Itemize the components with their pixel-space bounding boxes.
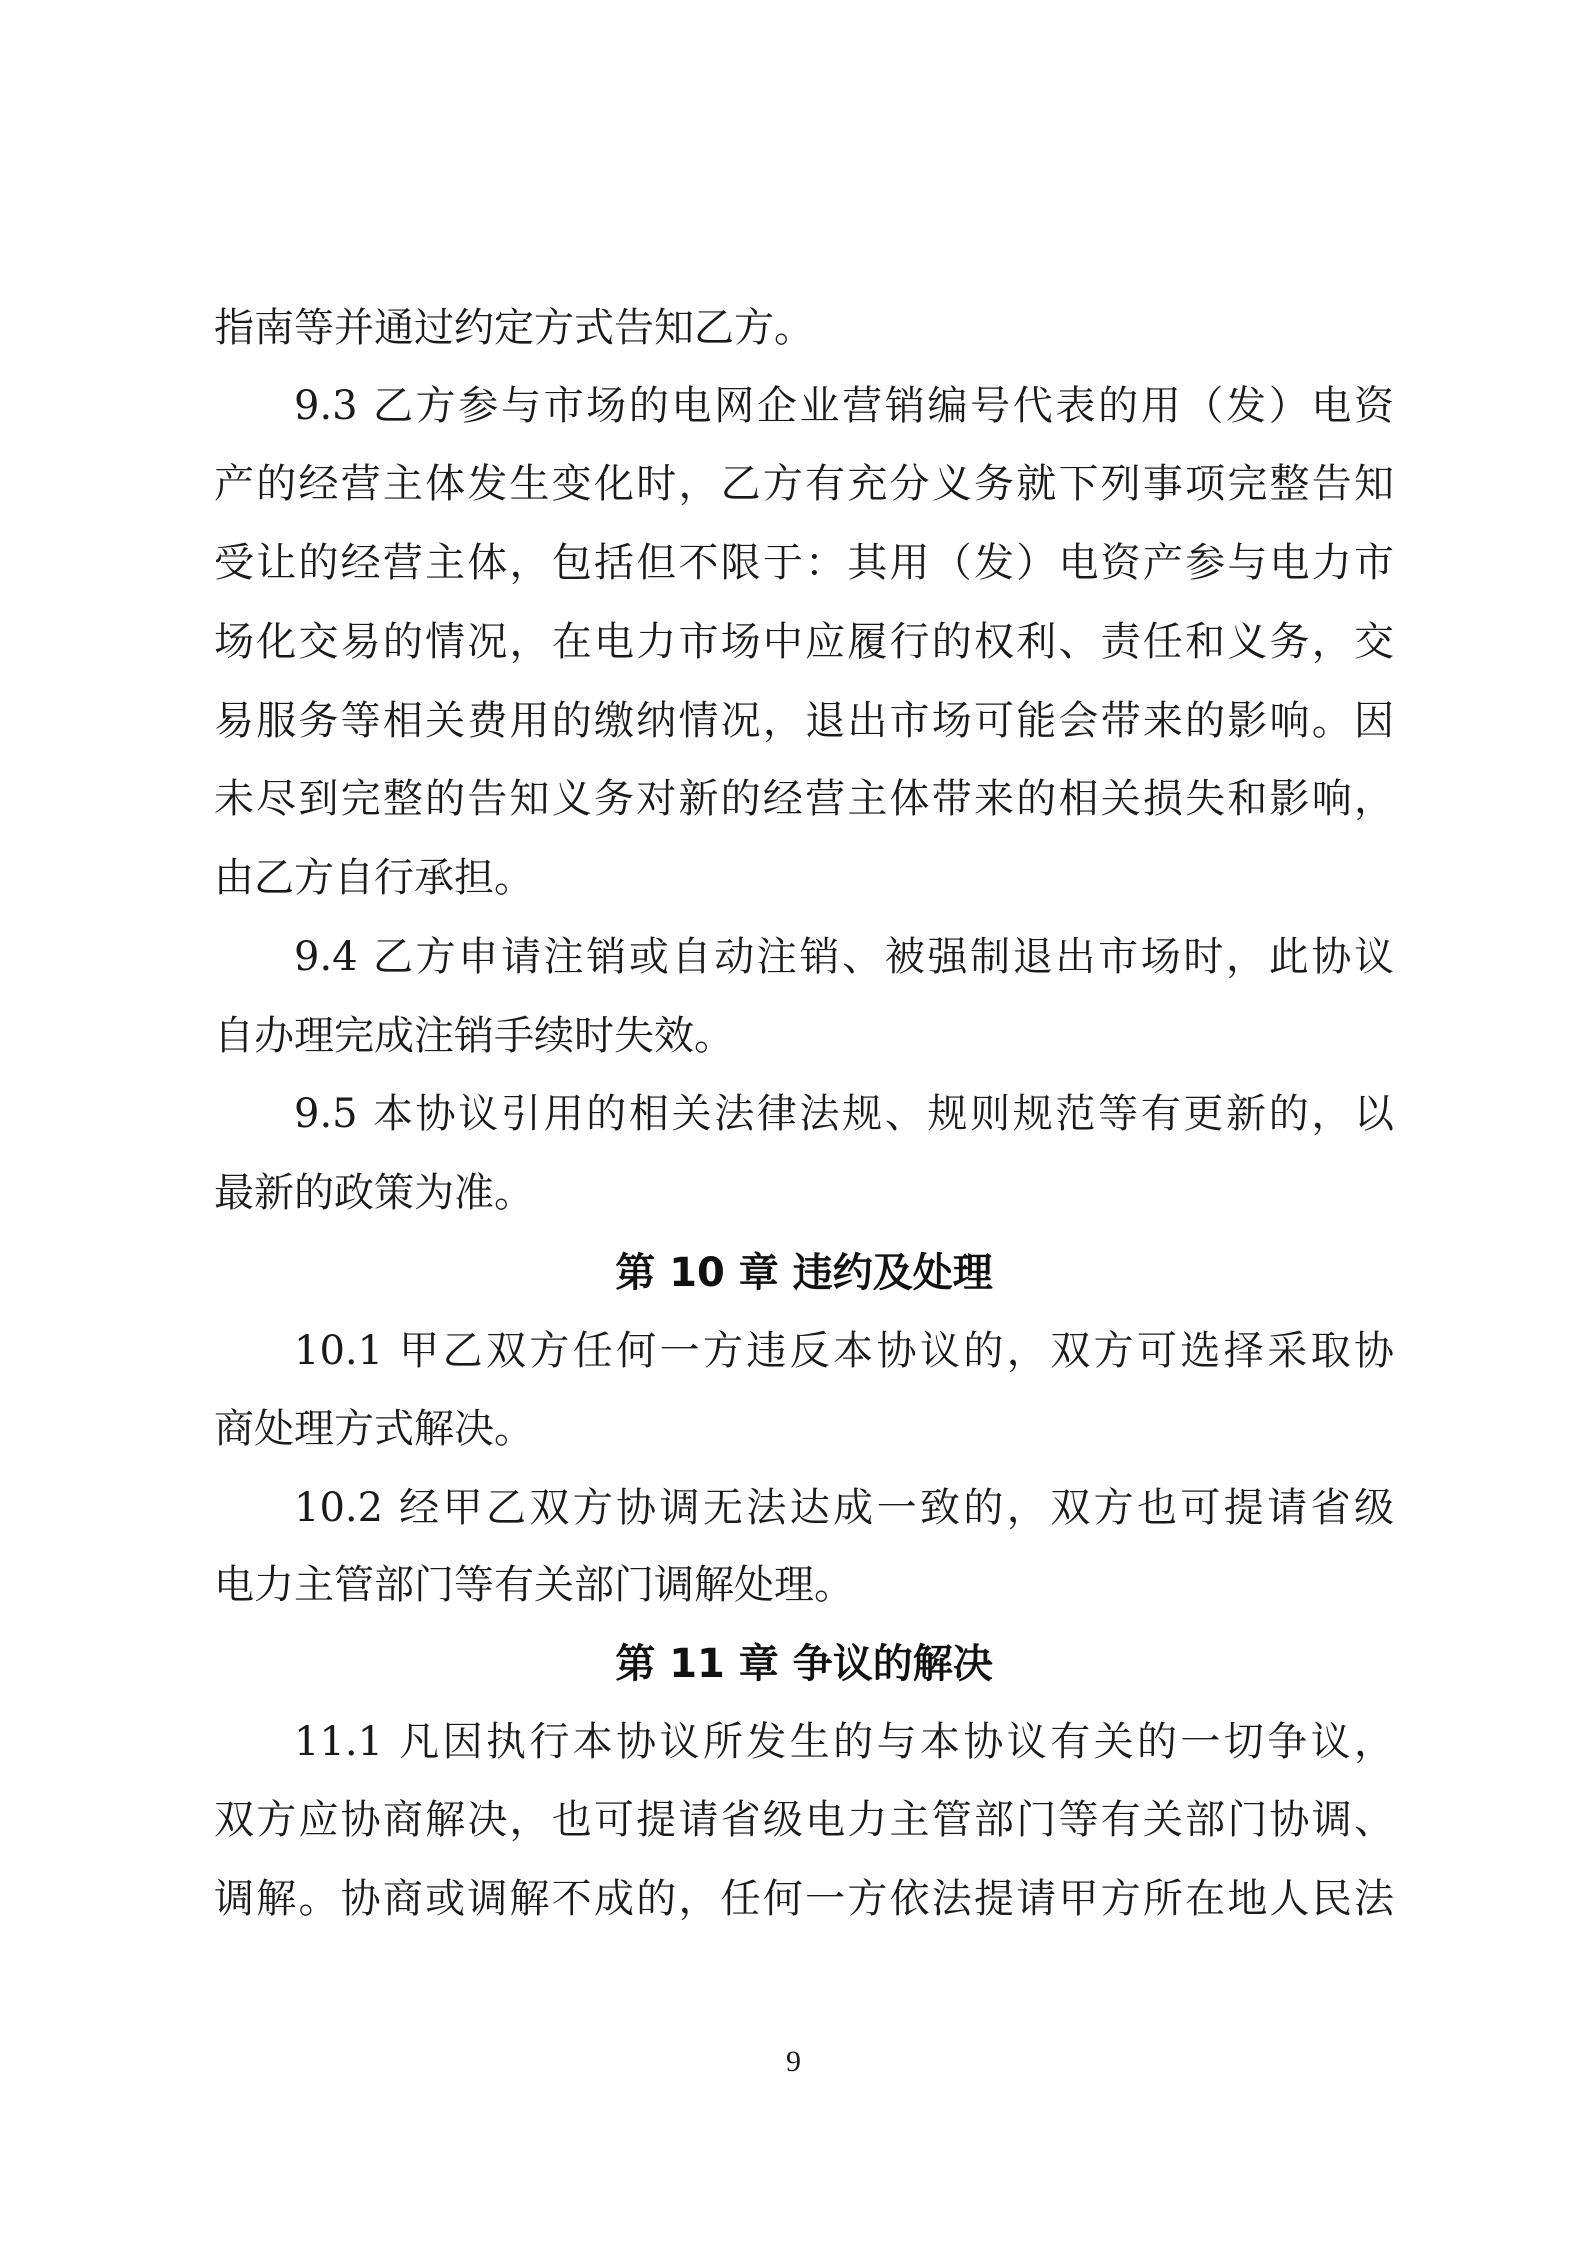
paragraph-line: 最新的政策为准。 [214, 1170, 534, 1216]
paragraph-line: 自办理完成注销手续时失效。 [214, 1013, 734, 1059]
clause-9-4-line: 9.4 乙方申请注销或自动注销、被强制退出市场时，此协议 [294, 934, 1394, 980]
clause-10-2-line: 10.2 经甲乙双方协调无法达成一致的，双方也可提请省级 [294, 1485, 1394, 1531]
chapter-11-heading: 第 11 章 争议的解决 [615, 1641, 993, 1687]
clause-9-5-line: 9.5 本协议引用的相关法律法规、规则规范等有更新的，以 [294, 1091, 1394, 1137]
clause-9-3-line: 9.3 乙方参与市场的电网企业营销编号代表的用（发）电资 [294, 383, 1394, 429]
paragraph-line: 电力主管部门等有关部门调解处理。 [214, 1562, 854, 1608]
clause-10-1-line: 10.1 甲乙双方任何一方违反本协议的，双方可选择采取协 [294, 1328, 1394, 1374]
paragraph-line: 由乙方自行承担。 [214, 855, 534, 901]
paragraph-line: 双方应协商解决，也可提请省级电力主管部门等有关部门协调、 [214, 1797, 1394, 1843]
page-number: 9 [786, 2045, 801, 2078]
clause-11-1-line: 11.1 凡因执行本协议所发生的与本协议有关的一切争议， [294, 1719, 1394, 1765]
paragraph-line: 受让的经营主体，包括但不限于：其用（发）电资产参与电力市 [214, 540, 1394, 586]
paragraph-line: 易服务等相关费用的缴纳情况，退出市场可能会带来的影响。因 [214, 698, 1394, 744]
paragraph-line: 调解。协商或调解不成的，任何一方依法提请甲方所在地人民法 [214, 1876, 1394, 1922]
paragraph-line: 商处理方式解决。 [214, 1406, 534, 1452]
paragraph-line: 场化交易的情况，在电力市场中应履行的权利、责任和义务，交 [214, 619, 1394, 665]
paragraph-line: 未尽到完整的告知义务对新的经营主体带来的相关损失和影响， [214, 776, 1394, 822]
paragraph-line: 产的经营主体发生变化时，乙方有充分义务就下列事项完整告知 [214, 461, 1394, 507]
chapter-10-heading: 第 10 章 违约及处理 [615, 1250, 993, 1296]
paragraph-line: 指南等并通过约定方式告知乙方。 [214, 305, 814, 351]
